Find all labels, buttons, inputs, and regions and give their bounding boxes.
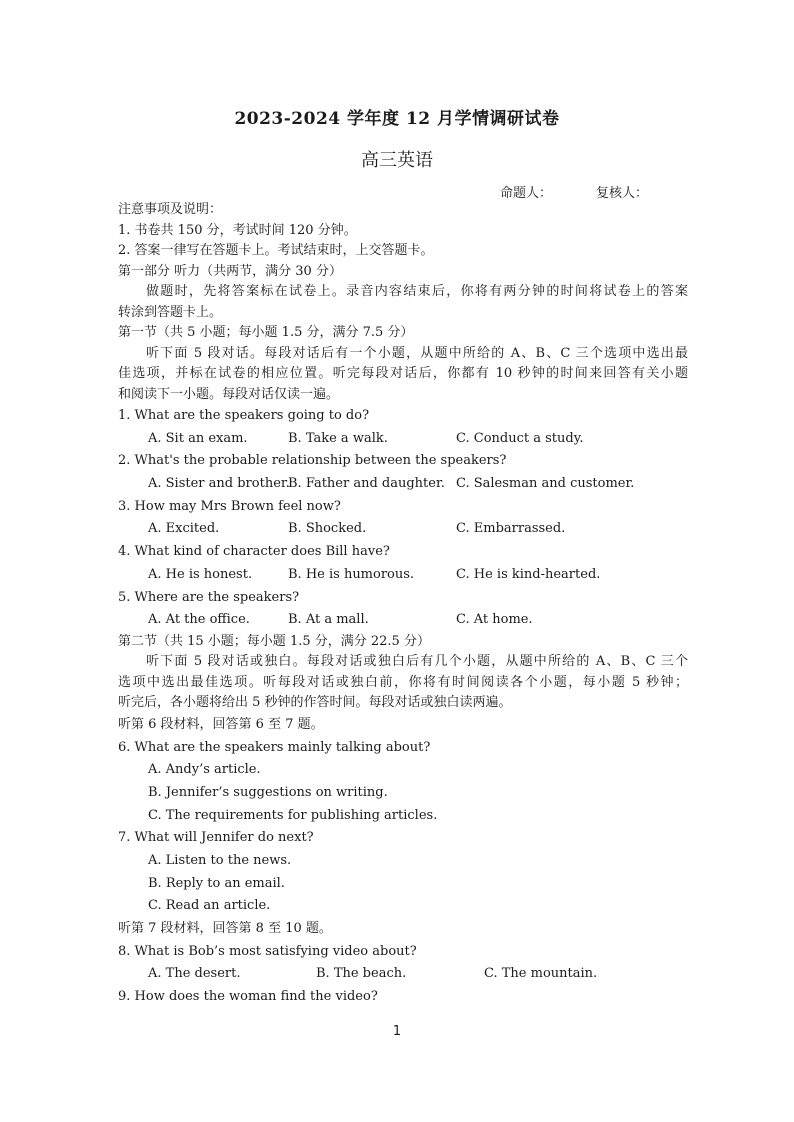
question-text: 1. What are the speakers going to do?: [118, 408, 370, 423]
instruction-text: 佳选项，并标在试卷的相应位置。听完每段对话后，你都有 10 秒钟的时间来回答有关小题: [118, 366, 688, 381]
option-b: B. He is humorous.: [288, 566, 415, 582]
page-number: 1: [392, 1024, 402, 1039]
part-heading: 第一部分 听力（共两节，满分 30 分）: [118, 263, 342, 279]
option-b: B. Reply to an email.: [148, 875, 285, 891]
page-subtitle: 高三英语: [361, 150, 433, 171]
question-text: 9. How does the woman find the video?: [118, 989, 378, 1005]
option-b: B. Take a walk.: [288, 430, 388, 446]
question-text: 6. What are the speakers mainly talking about?: [118, 739, 431, 755]
option-a: A. At the office.: [148, 612, 250, 628]
option-c: C. He is kind-hearted.: [456, 566, 601, 582]
option-c: C. Salesman and customer.: [456, 476, 635, 492]
answer-options: [118, 564, 688, 587]
option-c: C. The requirements for publishing articles.: [148, 807, 438, 823]
answer-options: [118, 473, 688, 496]
option-c: C. Embarrassed.: [456, 521, 566, 537]
question-text: 5. Where are the speakers?: [118, 589, 300, 605]
option-a: A. Excited.: [148, 521, 220, 537]
question-text: 8. What is Bob’s most satisfying video about?: [118, 943, 417, 959]
option-b: B. Father and daughter.: [288, 476, 445, 492]
instruction-text: 做题时，先将答案标在试卷上。录音内容结束后，你将有两分钟的时间将试卷上的答案: [146, 284, 688, 299]
option-b: B. Jennifer’s suggestions on writing.: [148, 784, 388, 800]
section-heading: 第一节（共 5 小题；每小题 1.5 分，满分 7.5 分）: [118, 325, 414, 340]
section-heading: 第二节（共 15 小题；每小题 1.5 分，满分 22.5 分）: [118, 633, 430, 649]
question-text: 7. What will Jennifer do next?: [118, 830, 314, 846]
instruction-text: 选项中选出最佳选项。听每段对话或独白前，你将有时间阅读各个小题，每小题 5 秒钟；: [118, 674, 688, 690]
option-c: C. At home.: [456, 612, 533, 628]
instruction-text: 转涂到答题卡上。: [118, 304, 223, 320]
option-a: A. Listen to the news.: [148, 853, 292, 868]
instruction-text: 和阅读下一小题。每段对话仅读一遍。: [118, 386, 340, 402]
author-line: [500, 182, 648, 201]
question-text: 3. How may Mrs Brown feel now?: [118, 498, 341, 514]
question-text: 4. What kind of character does Bill have?: [118, 544, 390, 560]
question-text: 2. What's the probable relationship between the speakers?: [118, 453, 507, 469]
option-c: C. Conduct a study.: [456, 430, 584, 446]
option-b: B. The beach.: [316, 966, 407, 982]
notes-item: 1. 书卷共 150 分，考试时间 120 分钟。: [118, 222, 357, 238]
answer-options: [118, 518, 688, 541]
option-c: C. Read an article.: [148, 898, 271, 914]
material-label: 听第 7 段材料，回答第 8 至 10 题。: [118, 921, 332, 937]
option-a: A. Sister and brother.: [148, 476, 290, 492]
answer-options: [118, 609, 688, 632]
notes-item: 2. 答案一律写在答题卡上。考试结束时，上交答题卡。: [118, 243, 434, 258]
option-a: A. He is honest.: [148, 566, 253, 582]
option-a: A. Andy’s article.: [148, 762, 261, 778]
instruction-text: 听下面 5 段对话。每段对话后有一个小题，从题中所给的 A、B、C 三个选项中选出最: [146, 345, 688, 361]
page-title: 2023-2024 学年度 12 月学情调研试卷: [234, 109, 560, 129]
instruction-text: 听完后，各小题将给出 5 秒钟的作答时间。每段对话或独白读两遍。: [118, 695, 512, 711]
answer-options: [118, 963, 688, 986]
material-label: 听第 6 段材料，回答第 6 至 7 题。: [118, 716, 324, 732]
option-b: B. Shocked.: [288, 521, 367, 537]
option-c: C. The mountain.: [484, 966, 598, 982]
option-b: B. At a mall.: [288, 612, 369, 628]
notes-heading: 注意事项及说明：: [118, 202, 223, 217]
author-label: 命题人：: [500, 186, 553, 201]
answer-options: [118, 428, 688, 451]
instruction-text: 听下面 5 段对话或独白。每段对话或独白后有几个小题，从题中所给的 A、B、C 三个: [146, 654, 688, 670]
reviewer-label: 复核人：: [596, 186, 649, 201]
option-a: A. Sit an exam.: [148, 430, 248, 446]
option-a: A. The desert.: [148, 966, 241, 982]
exam-content: [118, 200, 688, 1009]
